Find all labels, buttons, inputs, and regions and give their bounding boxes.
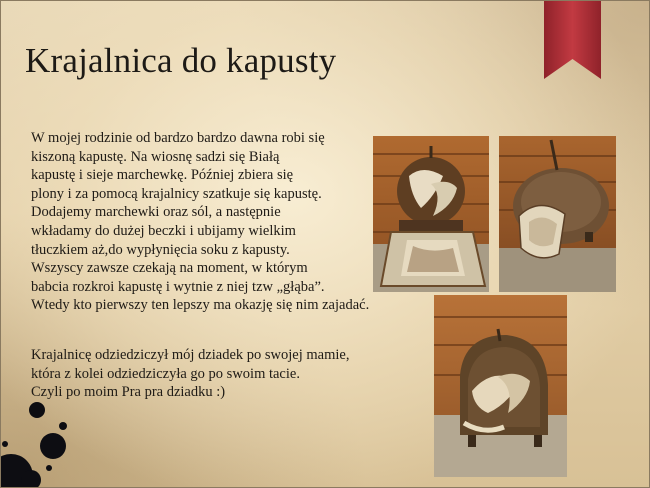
text-line: która z kolei odziedziczyła go po swoim tacie. [31,365,300,382]
heritage-paragraph [31,346,411,402]
text-line: plony i za pomocą krajalnicy szatkuje się kapustę. [31,185,322,202]
text-line: kiszoną kapustę. Na wiosnę sadzi się Białą [31,148,280,165]
slide-title: Krajalnica do kapusty [25,41,337,80]
cabbage-slicer-photo-front [373,136,489,292]
cabbage-slicer-photo-angle [499,136,616,292]
text-line: Czyli po moim Pra pra dziadku :) [31,384,226,401]
text-line: kapustę i sieje marchewkę. Później zbiera się [31,167,294,184]
text-line: W mojej rodzinie od bardzo bardzo dawna robi się [31,130,325,146]
text-line: Krajalnicę odziedziczył mój dziadek po swojej mamie, [31,347,350,363]
cabbage-slicer-photo-side [434,295,567,477]
text-line: wkładamy do dużej beczki i ubijamy wielkim [31,222,296,239]
text-line: Wtedy kto pierwszy ten lepszy ma okazję się nim zajadać. [31,297,370,314]
bookmark-ribbon-icon [544,1,601,79]
text-line: Dodajemy marchewki oraz sól, a następnie [31,204,281,221]
text-line: tłuczkiem aż,do wypłynięcia soku z kapusty. [31,241,290,258]
text-line: Wszyscy zawsze czekają na moment, w którym [31,260,308,277]
ink-splatter-icon [1,396,81,488]
text-line: babcia rozkroi kapustę i wytnie z niej tzw „głąba”. [31,278,325,295]
story-paragraph [31,129,376,315]
